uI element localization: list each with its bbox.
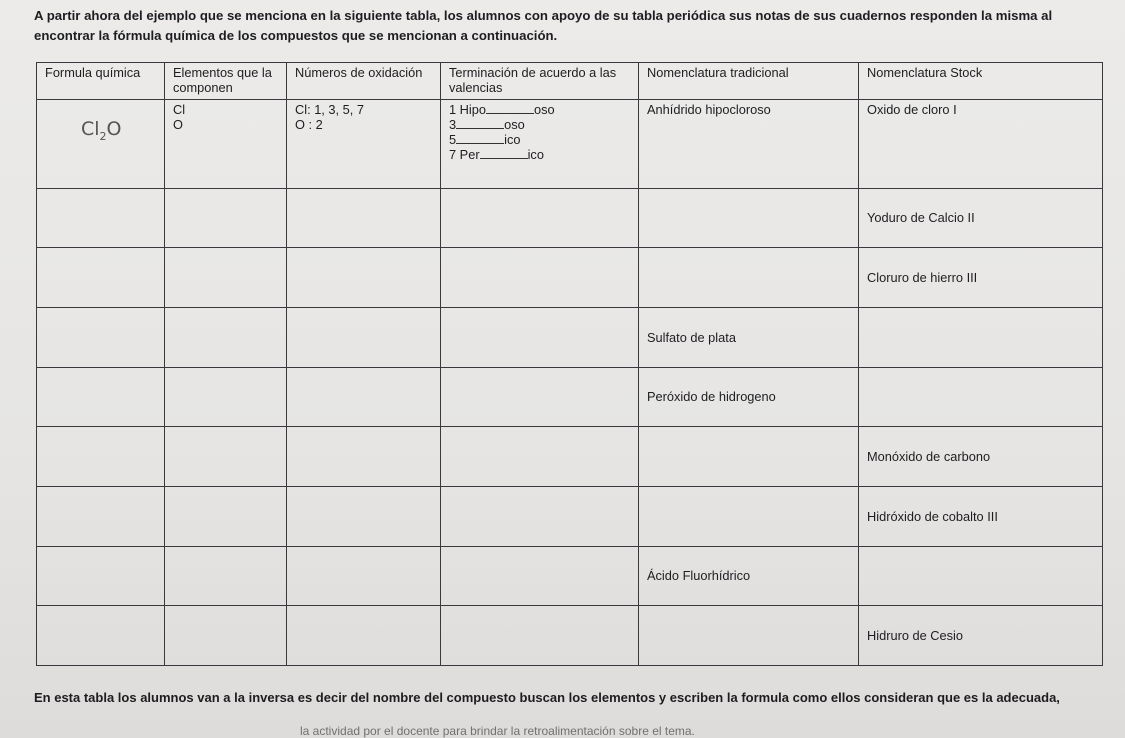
intro-text: A partir ahora del ejemplo que se menciona en la siguiente tabla, los alumnos con apoyo de su tabla periódica sus notas de sus cuadernos responden la misma al encontrar la fórmula química de los compuestos que se mencionan a continuación. [34,8,1053,43]
stock-cell[interactable]: Hidruro de Cesio [859,606,1103,666]
traditional-cell[interactable]: Ácido Fluorhídrico [639,546,859,606]
oxidation-cell[interactable] [287,546,441,606]
oxidation-cell[interactable] [287,248,441,308]
header-formula: Formula química [37,63,165,100]
elements-cell[interactable] [165,248,287,308]
formula-cell[interactable] [37,546,165,606]
header-oxidation: Números de oxidación [287,63,441,100]
stock-cell[interactable] [859,546,1103,606]
endings-cell[interactable] [441,248,639,308]
traditional-cell[interactable] [639,188,859,248]
elements-cell[interactable] [165,546,287,606]
endings-cell[interactable] [441,546,639,606]
formula-cell[interactable] [37,486,165,546]
oxidation-cell[interactable] [287,367,441,427]
endings-cell[interactable] [441,486,639,546]
compounds-table [36,62,1103,666]
formula-cell[interactable] [37,606,165,666]
table-row [37,367,1103,427]
formula-cell[interactable] [37,248,165,308]
ending-line: 3 oso [449,117,525,133]
ending-line: 1 Hipo oso [449,102,555,118]
header-traditional: Nomenclatura tradicional [639,63,859,100]
example-elements: Cl O [165,100,287,188]
endings-cell[interactable] [441,307,639,367]
table-row [37,188,1103,248]
example-formula: $Cl_2O$ [81,118,122,143]
traditional-cell[interactable] [639,486,859,546]
formula-cell[interactable] [37,367,165,427]
elements-cell[interactable] [165,188,287,248]
traditional-cell[interactable] [639,248,859,308]
oxidation-cell[interactable] [287,307,441,367]
formula-cell[interactable] [37,188,165,248]
elements-cell[interactable] [165,486,287,546]
table-row [37,546,1103,606]
traditional-cell[interactable]: Sulfato de plata [639,307,859,367]
elements-cell[interactable] [165,427,287,487]
elements-cell[interactable] [165,367,287,427]
example-traditional: Anhídrido hipocloroso [639,100,859,188]
traditional-cell[interactable]: Peróxido de hidrogeno [639,367,859,427]
example-row [37,100,1103,188]
table-row [37,427,1103,487]
endings-cell[interactable] [441,427,639,487]
example-endings [441,100,639,188]
example-oxidation: Cl: 1, 3, 5, 7 O : 2 [287,100,441,188]
stock-cell[interactable]: Hidróxido de cobalto III [859,486,1103,546]
stock-cell[interactable]: Cloruro de hierro III [859,248,1103,308]
table-row [37,606,1103,666]
stock-cell[interactable] [859,307,1103,367]
oxidation-cell[interactable] [287,486,441,546]
stock-cell[interactable]: Yoduro de Calcio II [859,188,1103,248]
footer-cut-text: la actividad por el docente para brindar la retroalimentación sobre el tema. [300,724,695,738]
formula-cell[interactable] [37,427,165,487]
table-row [37,307,1103,367]
stock-cell[interactable]: Monóxido de carbono [859,427,1103,487]
table-row [37,486,1103,546]
traditional-cell[interactable] [639,606,859,666]
oxidation-cell[interactable] [287,606,441,666]
oxidation-cell[interactable] [287,188,441,248]
table-row [37,248,1103,308]
header-endings: Terminación de acuerdo a las valencias [441,63,639,100]
endings-cell[interactable] [441,188,639,248]
formula-cell[interactable] [37,307,165,367]
elements-cell[interactable] [165,307,287,367]
example-stock: Oxido de cloro I [859,100,1103,188]
table-header-row [37,63,1103,100]
stock-cell[interactable] [859,367,1103,427]
endings-cell[interactable] [441,606,639,666]
footer-text: En esta tabla los alumnos van a la inversa es decir del nombre del compuesto buscan los elementos y escriben la formula como ellos consideran que es la adecuada, [34,690,1060,705]
oxidation-cell[interactable] [287,427,441,487]
header-elements: Elementos que la componen [165,63,287,100]
elements-cell[interactable] [165,606,287,666]
example-formula-cell [37,100,165,188]
ending-line: 5 ico [449,132,521,148]
traditional-cell[interactable] [639,427,859,487]
header-stock: Nomenclatura Stock [859,63,1103,100]
endings-cell[interactable] [441,367,639,427]
ending-line: 7 Per ico [449,147,544,163]
